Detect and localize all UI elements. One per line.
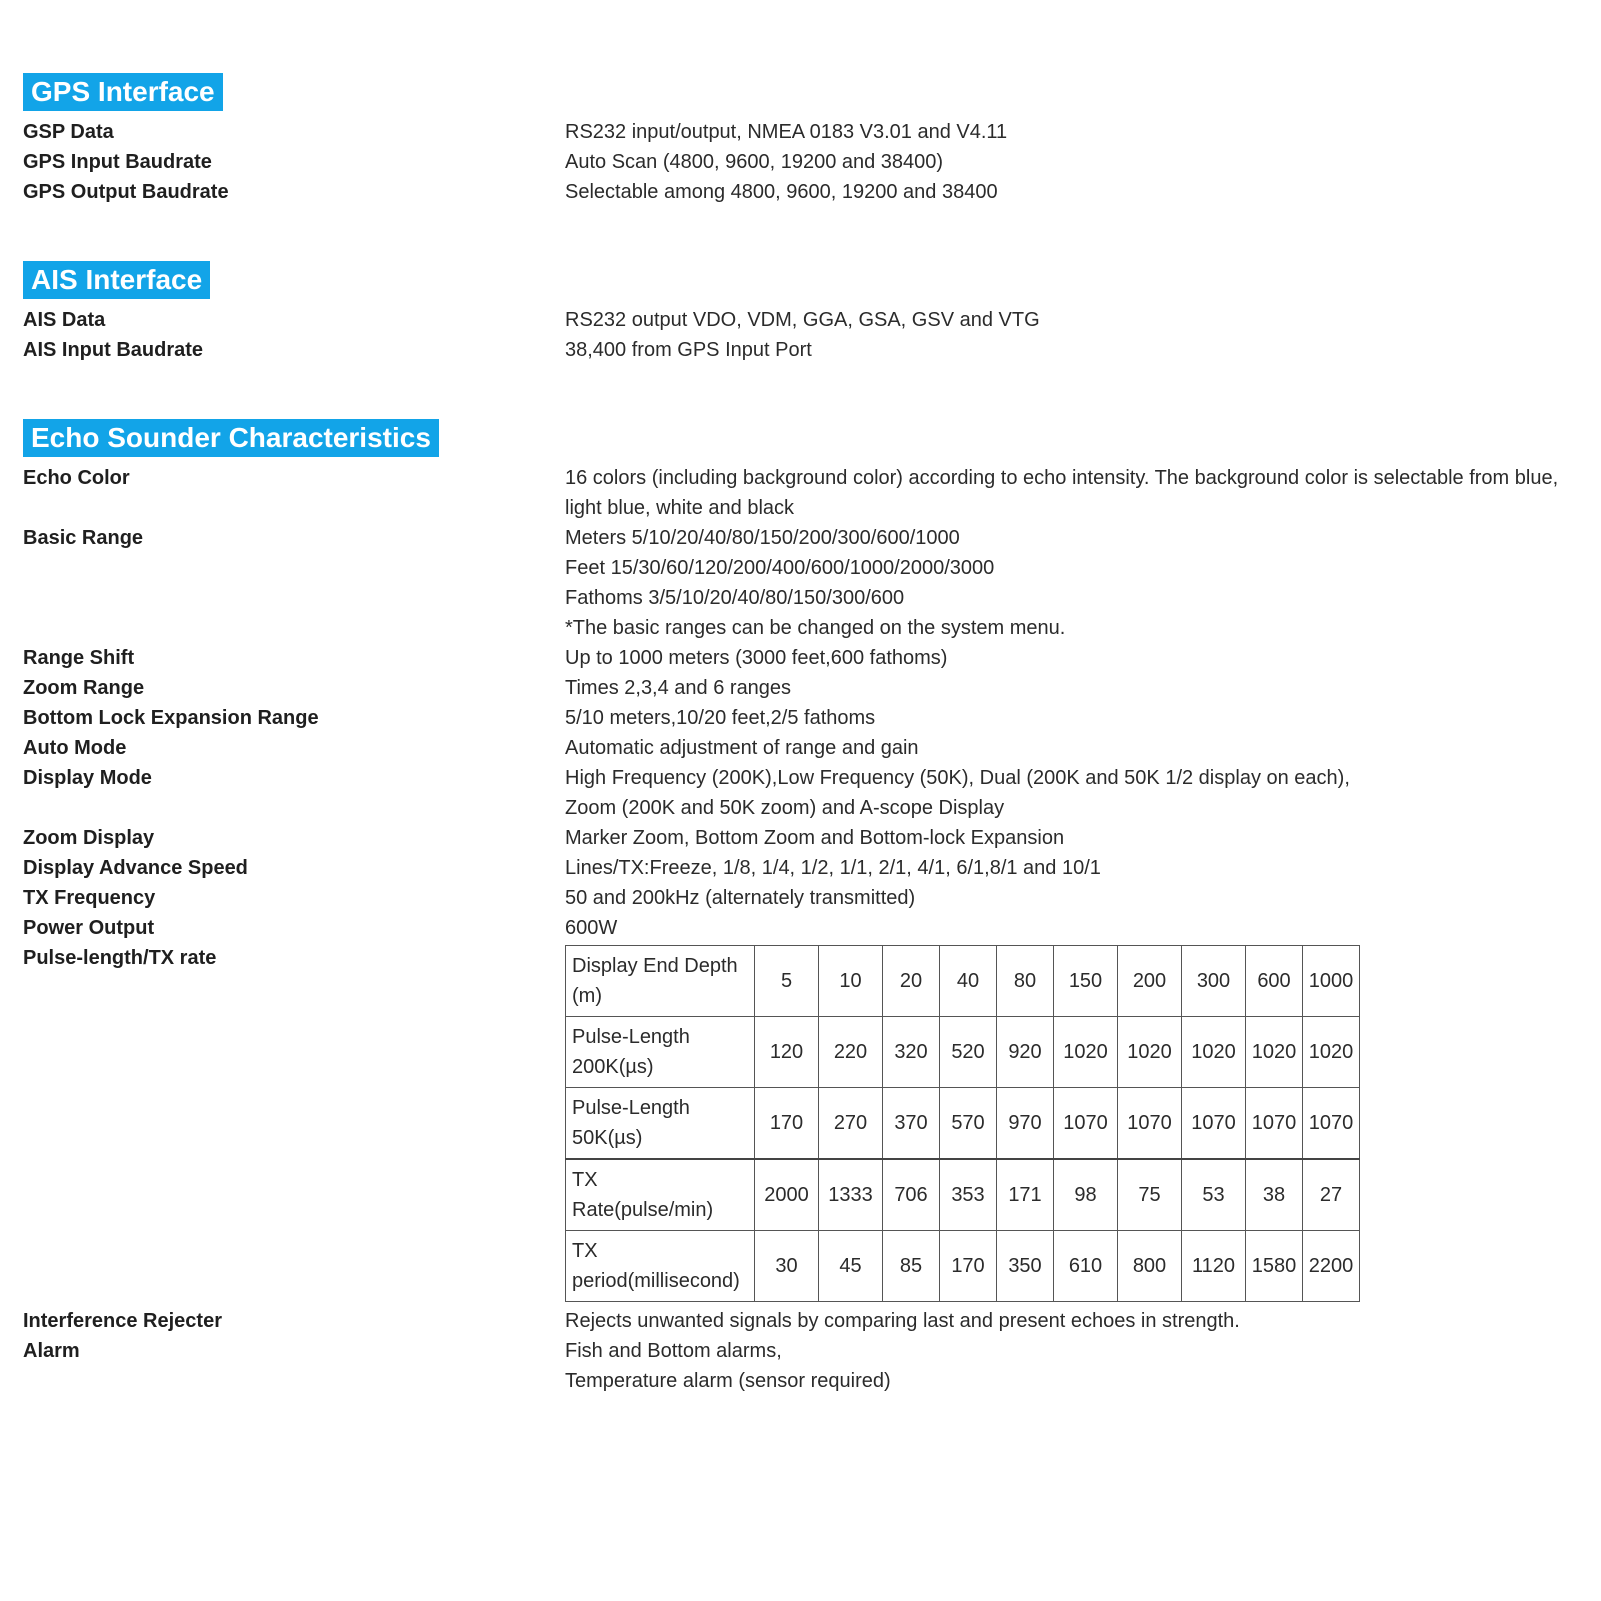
table-row [566,1159,1360,1231]
table-row-header [566,1231,755,1302]
spec-row-auto-mode [23,733,1583,763]
spec-value: Up to 1000 meters (3000 feet,600 fathoms) [565,647,948,669]
spec-value: Times 2,3,4 and 6 ranges [565,677,792,699]
table-cell: 706 [883,1159,940,1231]
spec-row-gps-input-baudrate [23,147,1583,177]
table-cell: 920 [997,1017,1054,1088]
spec-row-power-output [23,913,1583,943]
value-line: 16 colors (including background color) according to echo intensity. The background color is selectable from blue, [565,467,1559,489]
spec-value: Marker Zoom, Bottom Zoom and Bottom-lock Expansion [565,827,1065,849]
spec-label: Bottom Lock Expansion Range [23,707,319,729]
row-header-line: Pulse-Length [572,1097,690,1119]
ais-section [23,261,1583,365]
row-header-line: Pulse-Length [572,1026,690,1048]
row-header-line: TX [572,1240,598,1262]
spec-row-ais-data [23,305,1583,335]
spec-value: Rejects unwanted signals by comparing last and present echoes in strength. [565,1310,1240,1332]
table-cell: 5 [755,946,819,1017]
table-row [566,1017,1360,1088]
table-row-header [566,946,755,1017]
spec-label: Zoom Display [23,827,155,849]
value-line: Feet 15/30/60/120/200/400/600/1000/2000/3000 [565,557,995,579]
table-cell: 600 [1246,946,1303,1017]
gps-heading: GPS Interface [23,73,223,111]
table-row-header [566,1017,755,1088]
spec-value: 50 and 200kHz (alternately transmitted) [565,887,916,909]
table-cell: 800 [1118,1231,1182,1302]
pulse-length-table [565,945,1360,1302]
table-cell: 270 [819,1088,883,1160]
table-cell: 220 [819,1017,883,1088]
spec-value [565,463,1583,523]
spec-row-zoom-range [23,673,1583,703]
spec-row-tx-frequency [23,883,1583,913]
value-line: light blue, white and black [565,497,795,519]
row-header-line: 50K(µs) [572,1127,643,1149]
table-cell: 1070 [1246,1088,1303,1160]
spec-label: GPS Output Baudrate [23,181,229,203]
value-line: *The basic ranges can be changed on the system menu. [565,617,1066,639]
table-cell: 1070 [1182,1088,1246,1160]
table-cell: 30 [755,1231,819,1302]
row-header-line: period(millisecond) [572,1270,740,1292]
table-row-header [566,1159,755,1231]
value-line: Meters 5/10/20/40/80/150/200/300/600/1000 [565,527,960,549]
table-cell: 1070 [1303,1088,1360,1160]
spec-value [565,943,1583,1306]
value-line: Temperature alarm (sensor required) [565,1370,891,1392]
spec-row-bottom-lock [23,703,1583,733]
spec-row-display-mode [23,763,1583,823]
ais-heading: AIS Interface [23,261,210,299]
table-cell: 350 [997,1231,1054,1302]
table-cell: 170 [755,1088,819,1160]
spec-label: Interference Rejecter [23,1310,222,1332]
table-cell: 1020 [1246,1017,1303,1088]
table-cell: 520 [940,1017,997,1088]
table-cell: 300 [1182,946,1246,1017]
spec-label: Range Shift [23,647,135,669]
table-cell: 1333 [819,1159,883,1231]
spec-value: Automatic adjustment of range and gain [565,737,919,759]
spec-label: Pulse-length/TX rate [23,947,217,969]
spec-value: Auto Scan (4800, 9600, 19200 and 38400) [565,151,944,173]
table-cell: 1020 [1118,1017,1182,1088]
table-cell: 38 [1246,1159,1303,1231]
spec-label: AIS Input Baudrate [23,339,204,361]
spec-value [565,523,1583,643]
table-cell: 610 [1054,1231,1118,1302]
spec-value: 5/10 meters,10/20 feet,2/5 fathoms [565,707,876,729]
spec-row-basic-range [23,523,1583,643]
table-cell: 80 [997,946,1054,1017]
table-cell: 1020 [1054,1017,1118,1088]
table-cell: 320 [883,1017,940,1088]
spec-value [565,763,1583,823]
row-header-line: 200K(µs) [572,1056,654,1078]
echo-section [23,419,1583,1396]
spec-row-range-shift [23,643,1583,673]
spec-value: Selectable among 4800, 9600, 19200 and 38400 [565,181,998,203]
table-cell: 2200 [1303,1231,1360,1302]
gps-section [23,73,1583,207]
spec-sheet [23,73,1583,1450]
table-cell: 1580 [1246,1231,1303,1302]
spec-value: Lines/TX:Freeze, 1/8, 1/4, 1/2, 1/1, 2/1, 4/1, 6/1,8/1 and 10/1 [565,857,1101,879]
spec-value: RS232 input/output, NMEA 0183 V3.01 and V4.11 [565,121,1008,143]
spec-label: Auto Mode [23,737,127,759]
table-cell: 10 [819,946,883,1017]
row-header-line: Rate(pulse/min) [572,1199,714,1221]
table-cell: 1000 [1303,946,1360,1017]
table-cell: 27 [1303,1159,1360,1231]
table-cell: 1120 [1182,1231,1246,1302]
table-row [566,946,1360,1017]
table-cell: 570 [940,1088,997,1160]
table-cell: 970 [997,1088,1054,1160]
row-header-line: (m) [572,985,602,1007]
spec-label: GSP Data [23,121,114,143]
spec-value: 600W [565,917,618,939]
spec-row-gsp-data [23,117,1583,147]
row-header-line: Display End Depth [572,955,738,977]
table-cell: 75 [1118,1159,1182,1231]
table-cell: 1070 [1118,1088,1182,1160]
spec-label: GPS Input Baudrate [23,151,212,173]
table-cell: 353 [940,1159,997,1231]
spec-row-advance-speed [23,853,1583,883]
spec-row-pulse-length [23,943,1583,1306]
spec-row-gps-output-baudrate [23,177,1583,207]
spec-value: 38,400 from GPS Input Port [565,339,812,361]
spec-label: Display Mode [23,767,152,789]
table-cell: 1070 [1054,1088,1118,1160]
spec-label: Basic Range [23,527,144,549]
table-cell: 2000 [755,1159,819,1231]
spec-value: RS232 output VDO, VDM, GGA, GSA, GSV and VTG [565,309,1040,331]
table-cell: 85 [883,1231,940,1302]
spec-row-interference-rejecter [23,1306,1583,1336]
table-cell: 370 [883,1088,940,1160]
spec-label: TX Frequency [23,887,156,909]
value-line: Fathoms 3/5/10/20/40/80/150/300/600 [565,587,905,609]
row-header-line: TX [572,1169,598,1191]
table-cell: 171 [997,1159,1054,1231]
spec-label: AIS Data [23,309,106,331]
table-cell: 20 [883,946,940,1017]
spec-row-echo-color [23,463,1583,523]
value-line: High Frequency (200K),Low Frequency (50K), Dual (200K and 50K 1/2 display on each), [565,767,1350,789]
spec-label: Power Output [23,917,155,939]
value-line: Fish and Bottom alarms, [565,1340,782,1362]
table-cell: 150 [1054,946,1118,1017]
spec-label: Alarm [23,1340,80,1362]
table-cell: 1020 [1182,1017,1246,1088]
spec-label: Echo Color [23,467,130,489]
spec-value [565,1336,1583,1396]
spec-row-alarm [23,1336,1583,1396]
table-cell: 200 [1118,946,1182,1017]
table-cell: 53 [1182,1159,1246,1231]
spec-row-zoom-display [23,823,1583,853]
table-row [566,1088,1360,1160]
table-cell: 45 [819,1231,883,1302]
table-cell: 98 [1054,1159,1118,1231]
table-cell: 170 [940,1231,997,1302]
spec-label: Display Advance Speed [23,857,248,879]
value-line: Zoom (200K and 50K zoom) and A-scope Display [565,797,1005,819]
echo-heading: Echo Sounder Characteristics [23,419,439,457]
spec-row-ais-input-baudrate [23,335,1583,365]
table-row [566,1231,1360,1302]
table-cell: 1020 [1303,1017,1360,1088]
table-row-header [566,1088,755,1160]
spec-label: Zoom Range [23,677,145,699]
table-cell: 120 [755,1017,819,1088]
table-cell: 40 [940,946,997,1017]
